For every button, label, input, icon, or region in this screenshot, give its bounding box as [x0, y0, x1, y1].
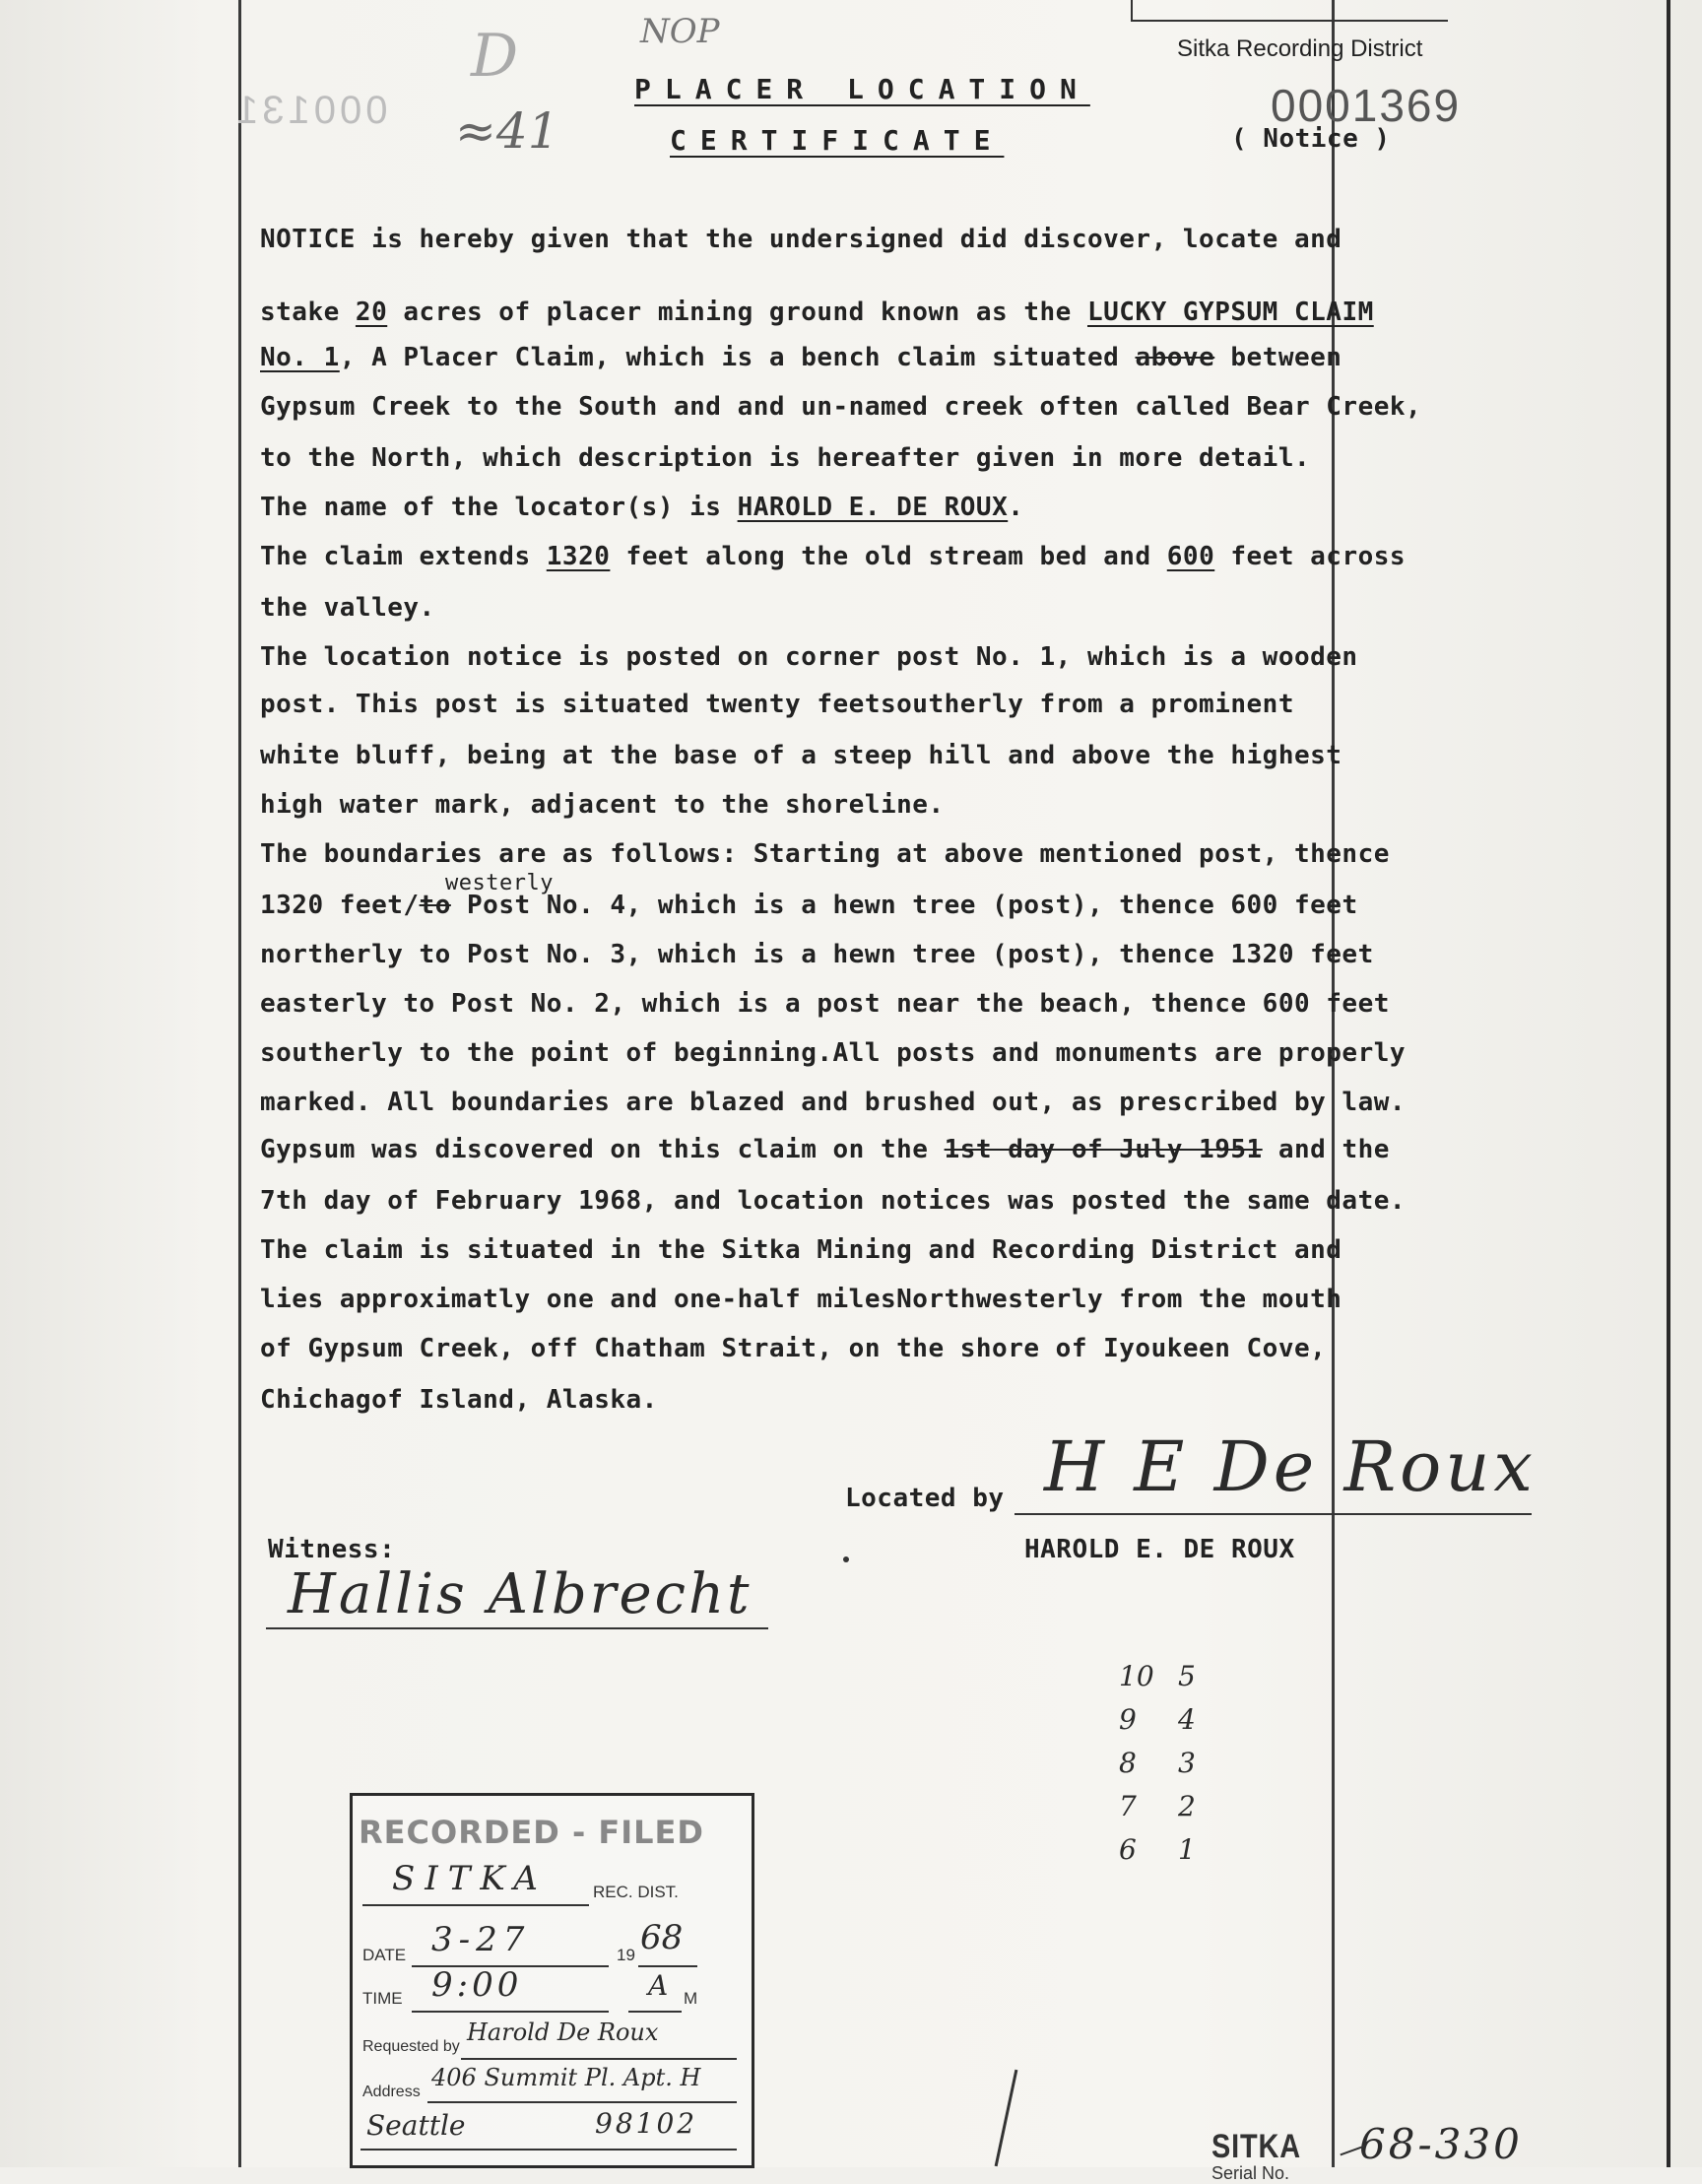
discovery-line: Gypsum was discovered on this claim on the 1st day of July 1951 and the — [260, 1135, 1390, 1164]
margin-note-nop: NOP — [640, 12, 720, 51]
tally-number: 5 — [1178, 1660, 1196, 1692]
right-edge-line — [1667, 0, 1670, 2167]
stamp-ampm-label: M — [684, 1989, 698, 2008]
tally-number: 6 — [1119, 1833, 1137, 1866]
tally-number: 10 — [1119, 1660, 1154, 1692]
witness-line — [266, 1627, 768, 1629]
struck-date: 1st day of July 1951 — [944, 1135, 1263, 1164]
serial-label: Serial No. — [1211, 2163, 1290, 2183]
stamp-rule — [628, 2011, 682, 2013]
body-line: Chichagof Island, Alaska. — [260, 1385, 658, 1415]
stamp-rule — [427, 2101, 737, 2103]
body-line: high water mark, adjacent to the shoreline. — [260, 790, 945, 820]
locator-line: The name of the locator(s) is HAROLD E. DE ROUX. — [260, 493, 1024, 522]
notice-label: ( Notice ) — [1231, 124, 1391, 154]
body-line: stake 20 acres of placer mining ground known as the LUCKY GYPSUM CLAIM — [260, 298, 1374, 327]
claim-width: 600 — [1166, 542, 1215, 571]
sitka-label: SITKA — [1211, 2128, 1301, 2165]
tally-right — [1178, 1655, 1196, 1872]
margin-note-d: D — [471, 22, 519, 91]
stamp-zip: 98102 — [595, 2107, 698, 2140]
recording-district-label: Sitka Recording District — [1177, 35, 1423, 62]
title-line-2: CERTIFICATE — [670, 124, 1005, 157]
stamp-rule — [638, 1965, 697, 1967]
tally-number: 7 — [1119, 1790, 1137, 1822]
inserted-word: westerly — [445, 871, 554, 895]
stamp-date-label: DATE — [362, 1946, 407, 1964]
title-line-1: PLACER LOCATION — [634, 73, 1090, 105]
stamp-time: 9:00 — [431, 1965, 523, 2005]
stamp-rule — [412, 2011, 609, 2013]
body-line: 1320 feet/to Post No. 4, which is a hewn tree (post), thence 600 feet — [260, 891, 1358, 920]
claim-number: No. 1 — [260, 343, 340, 372]
body-line: to the North, which description is hereafter given in more detail. — [260, 443, 1311, 473]
stamp-district-label: REC. DIST. — [593, 1883, 679, 1901]
struck-word: to — [419, 891, 451, 920]
locator-signature: H E De Roux — [1044, 1426, 1537, 1507]
stamp-address: 406 Summit Pl. Apt. H — [431, 2064, 701, 2091]
stamp-rule — [360, 2149, 737, 2151]
body-line: of Gypsum Creek, off Chatham Strait, on the shore of Iyoukeen Cove, — [260, 1334, 1327, 1363]
stamp-year-prefix: 19 — [617, 1946, 635, 1964]
left-margin-line — [238, 0, 241, 2167]
stamp-city: Seattle — [366, 2109, 466, 2142]
recorder-stamp — [350, 1793, 754, 2168]
body-line: white bluff, being at the base of a steep hill and above the highest — [260, 741, 1342, 770]
body-line: The claim is situated in the Sitka Mining and Recording District and — [260, 1235, 1342, 1265]
header-box — [1131, 0, 1448, 22]
locator-name: HAROLD E. DE ROUX — [737, 493, 1009, 522]
body-line: southerly to the point of beginning.All posts and monuments are properly — [260, 1038, 1407, 1068]
body-line: post. This post is situated twenty feetsoutherly from a prominent — [260, 690, 1294, 719]
witness-signature: Hallis Albrecht — [288, 1562, 753, 1626]
tally-left — [1119, 1655, 1154, 1872]
tally-number: 3 — [1178, 1747, 1196, 1779]
tally-number: 4 — [1178, 1703, 1196, 1736]
stamp-rule — [362, 1904, 589, 1906]
stamp-year: 68 — [640, 1918, 684, 1957]
body-line: 7th day of February 1968, and location notices was posted the same date. — [260, 1186, 1407, 1216]
tally-number: 9 — [1119, 1703, 1137, 1736]
stamp-title: RECORDED - FILED — [359, 1814, 704, 1851]
stamp-ampm: A — [648, 1969, 669, 2002]
located-by-label: Located by — [845, 1484, 1005, 1513]
tally-number: 1 — [1178, 1833, 1196, 1866]
claim-name: LUCKY GYPSUM CLAIM — [1086, 298, 1374, 327]
extends-line: The claim extends 1320 feet along the old stream bed and 600 feet across — [260, 542, 1407, 571]
faded-number: 000131 — [232, 89, 388, 132]
stamp-date: 3-27 — [431, 1920, 531, 1959]
stamp-district: SITKA — [392, 1859, 548, 1898]
witness-label: Witness: — [268, 1535, 396, 1564]
claim-length: 1320 — [546, 542, 611, 571]
stamp-rule — [461, 2058, 737, 2060]
margin-note-41: ≈41 — [455, 102, 559, 160]
body-line: marked. All boundaries are blazed and brushed out, as prescribed by law. — [260, 1088, 1407, 1117]
struck-word: above — [1135, 343, 1215, 372]
body-line: easterly to Post No. 2, which is a post near the beach, thence 600 feet — [260, 989, 1390, 1019]
stamp-time-label: TIME — [362, 1989, 403, 2008]
body-line: The location notice is posted on corner post No. 1, which is a wooden — [260, 642, 1358, 672]
body-line: Gypsum Creek to the South and and un-named creek often called Bear Creek, — [260, 392, 1422, 422]
stamp-requested-label: Requested by — [362, 2038, 460, 2055]
body-line: NOTICE is hereby given that the undersigned did discover, locate and — [260, 225, 1342, 254]
locator-printed-name: HAROLD E. DE ROUX — [1024, 1535, 1295, 1564]
document-number: 0001369 — [1271, 80, 1462, 131]
tally-number: 8 — [1119, 1747, 1137, 1779]
tally-number: 2 — [1178, 1790, 1196, 1822]
stamp-address-label: Address — [362, 2084, 421, 2100]
dot-mark — [843, 1556, 849, 1562]
signature-line — [1015, 1513, 1532, 1515]
body-line: lies approximatly one and one-half milesNorthwesterly from the mouth — [260, 1285, 1342, 1314]
body-line: No. 1, A Placer Claim, which is a bench claim situated above between — [260, 343, 1342, 372]
body-line: northerly to Post No. 3, which is a hewn tree (post), thence 1320 feet — [260, 940, 1374, 969]
serial-number: 68-330 — [1359, 2120, 1523, 2168]
body-line: The boundaries are as follows: Starting at above mentioned post, thence — [260, 839, 1390, 869]
acres-value: 20 — [355, 298, 388, 327]
stamp-requested-by: Harold De Roux — [467, 2019, 659, 2046]
body-line: the valley. — [260, 593, 435, 623]
